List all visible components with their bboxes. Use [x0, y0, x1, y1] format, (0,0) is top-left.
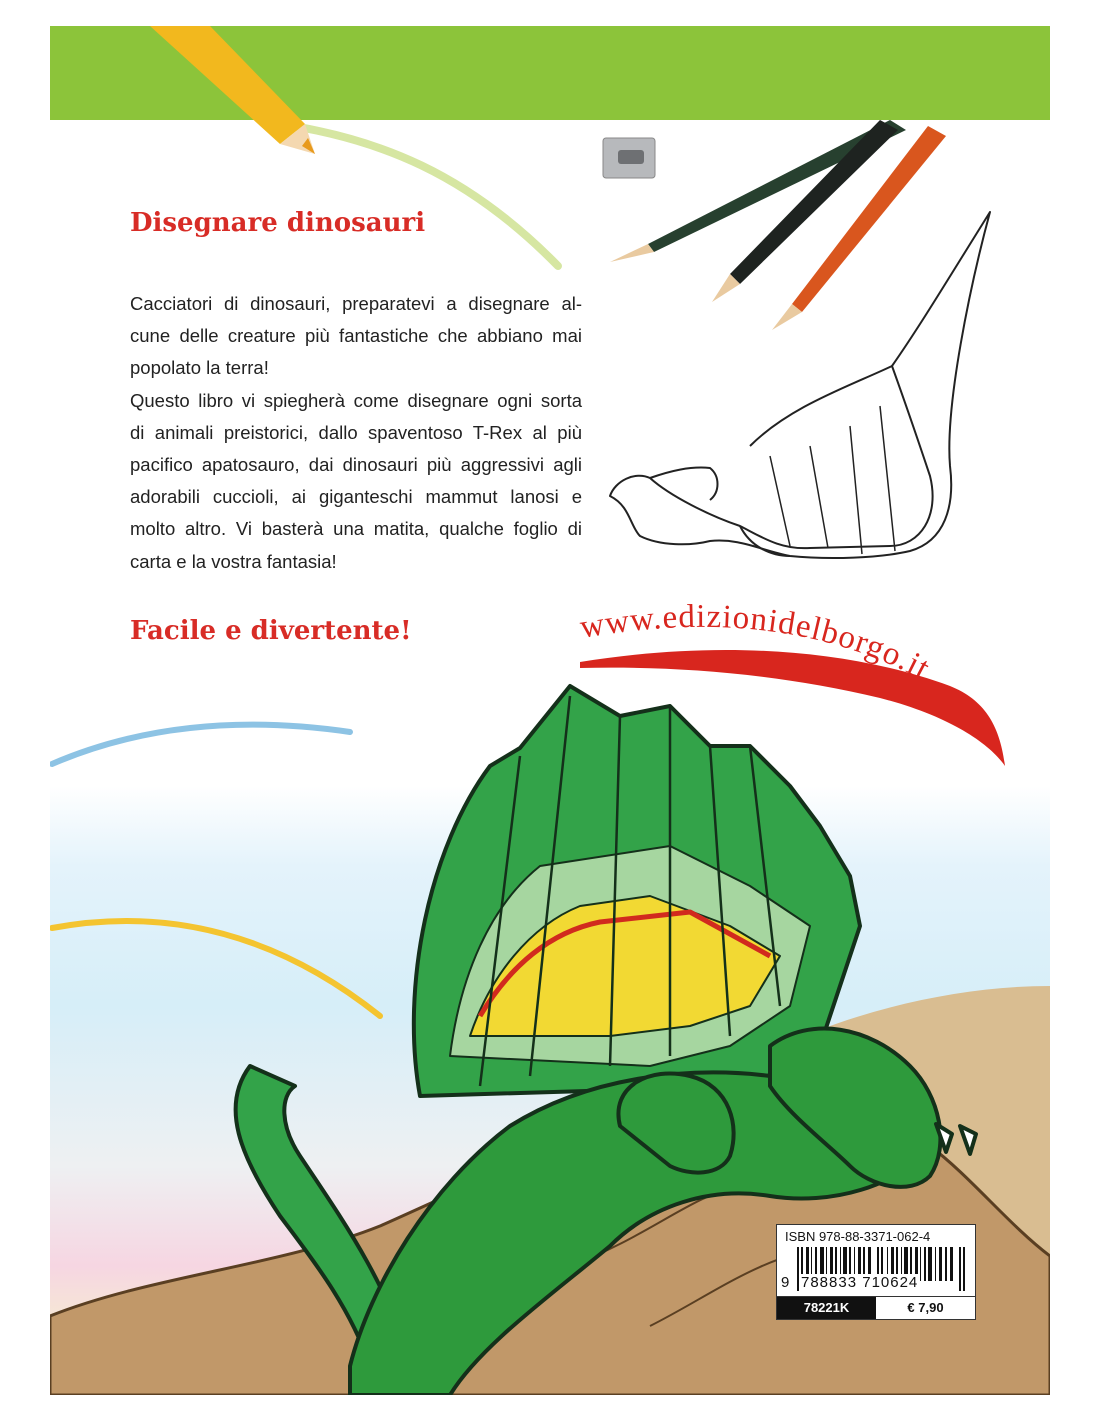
description-line: cune delle creature più fantastiche che abbiano mai — [130, 325, 582, 347]
subtitle-easy-and-fun: Facile e divertente! — [130, 616, 412, 646]
barcode-number: 788833 710624 — [801, 1274, 919, 1291]
description-line: adorabili cuccioli, ai giganteschi mammut lanosi e — [130, 486, 582, 508]
description-line: molto altro. Vi basterà una matita, qualche foglio di — [130, 518, 582, 540]
description-line: popolato la terra! — [130, 357, 269, 379]
description-line: di animali preistorici, dallo spaventoso T-Rex al più — [130, 421, 582, 443]
product-code: 78221K — [777, 1297, 876, 1319]
website-url[interactable] — [578, 599, 936, 687]
code-price-bar — [777, 1296, 975, 1319]
description-line: carta e la vostra fantasia! — [130, 550, 337, 572]
description-line: pacifico apatosauro, dai dinosauri più aggressivi agli — [130, 454, 582, 476]
barcode-first-digit: 9 — [781, 1274, 791, 1291]
website-link-graphic — [50, 26, 1050, 1395]
title-draw-dinosaurs: Disegnare dinosauri — [130, 208, 426, 238]
isbn-text: ISBN 978-88-3371-062-4 — [785, 1229, 931, 1244]
price: € 7,90 — [876, 1297, 975, 1319]
description-line: Questo libro vi spiegherà come disegnare ogni sorta — [130, 389, 582, 411]
back-cover — [50, 26, 1050, 1395]
website-url-text: www.edizionidelborgo.it — [577, 598, 936, 688]
barcode-label — [776, 1224, 976, 1320]
description-line: Cacciatori di dinosauri, preparatevi a disegnare al- — [130, 293, 582, 314]
